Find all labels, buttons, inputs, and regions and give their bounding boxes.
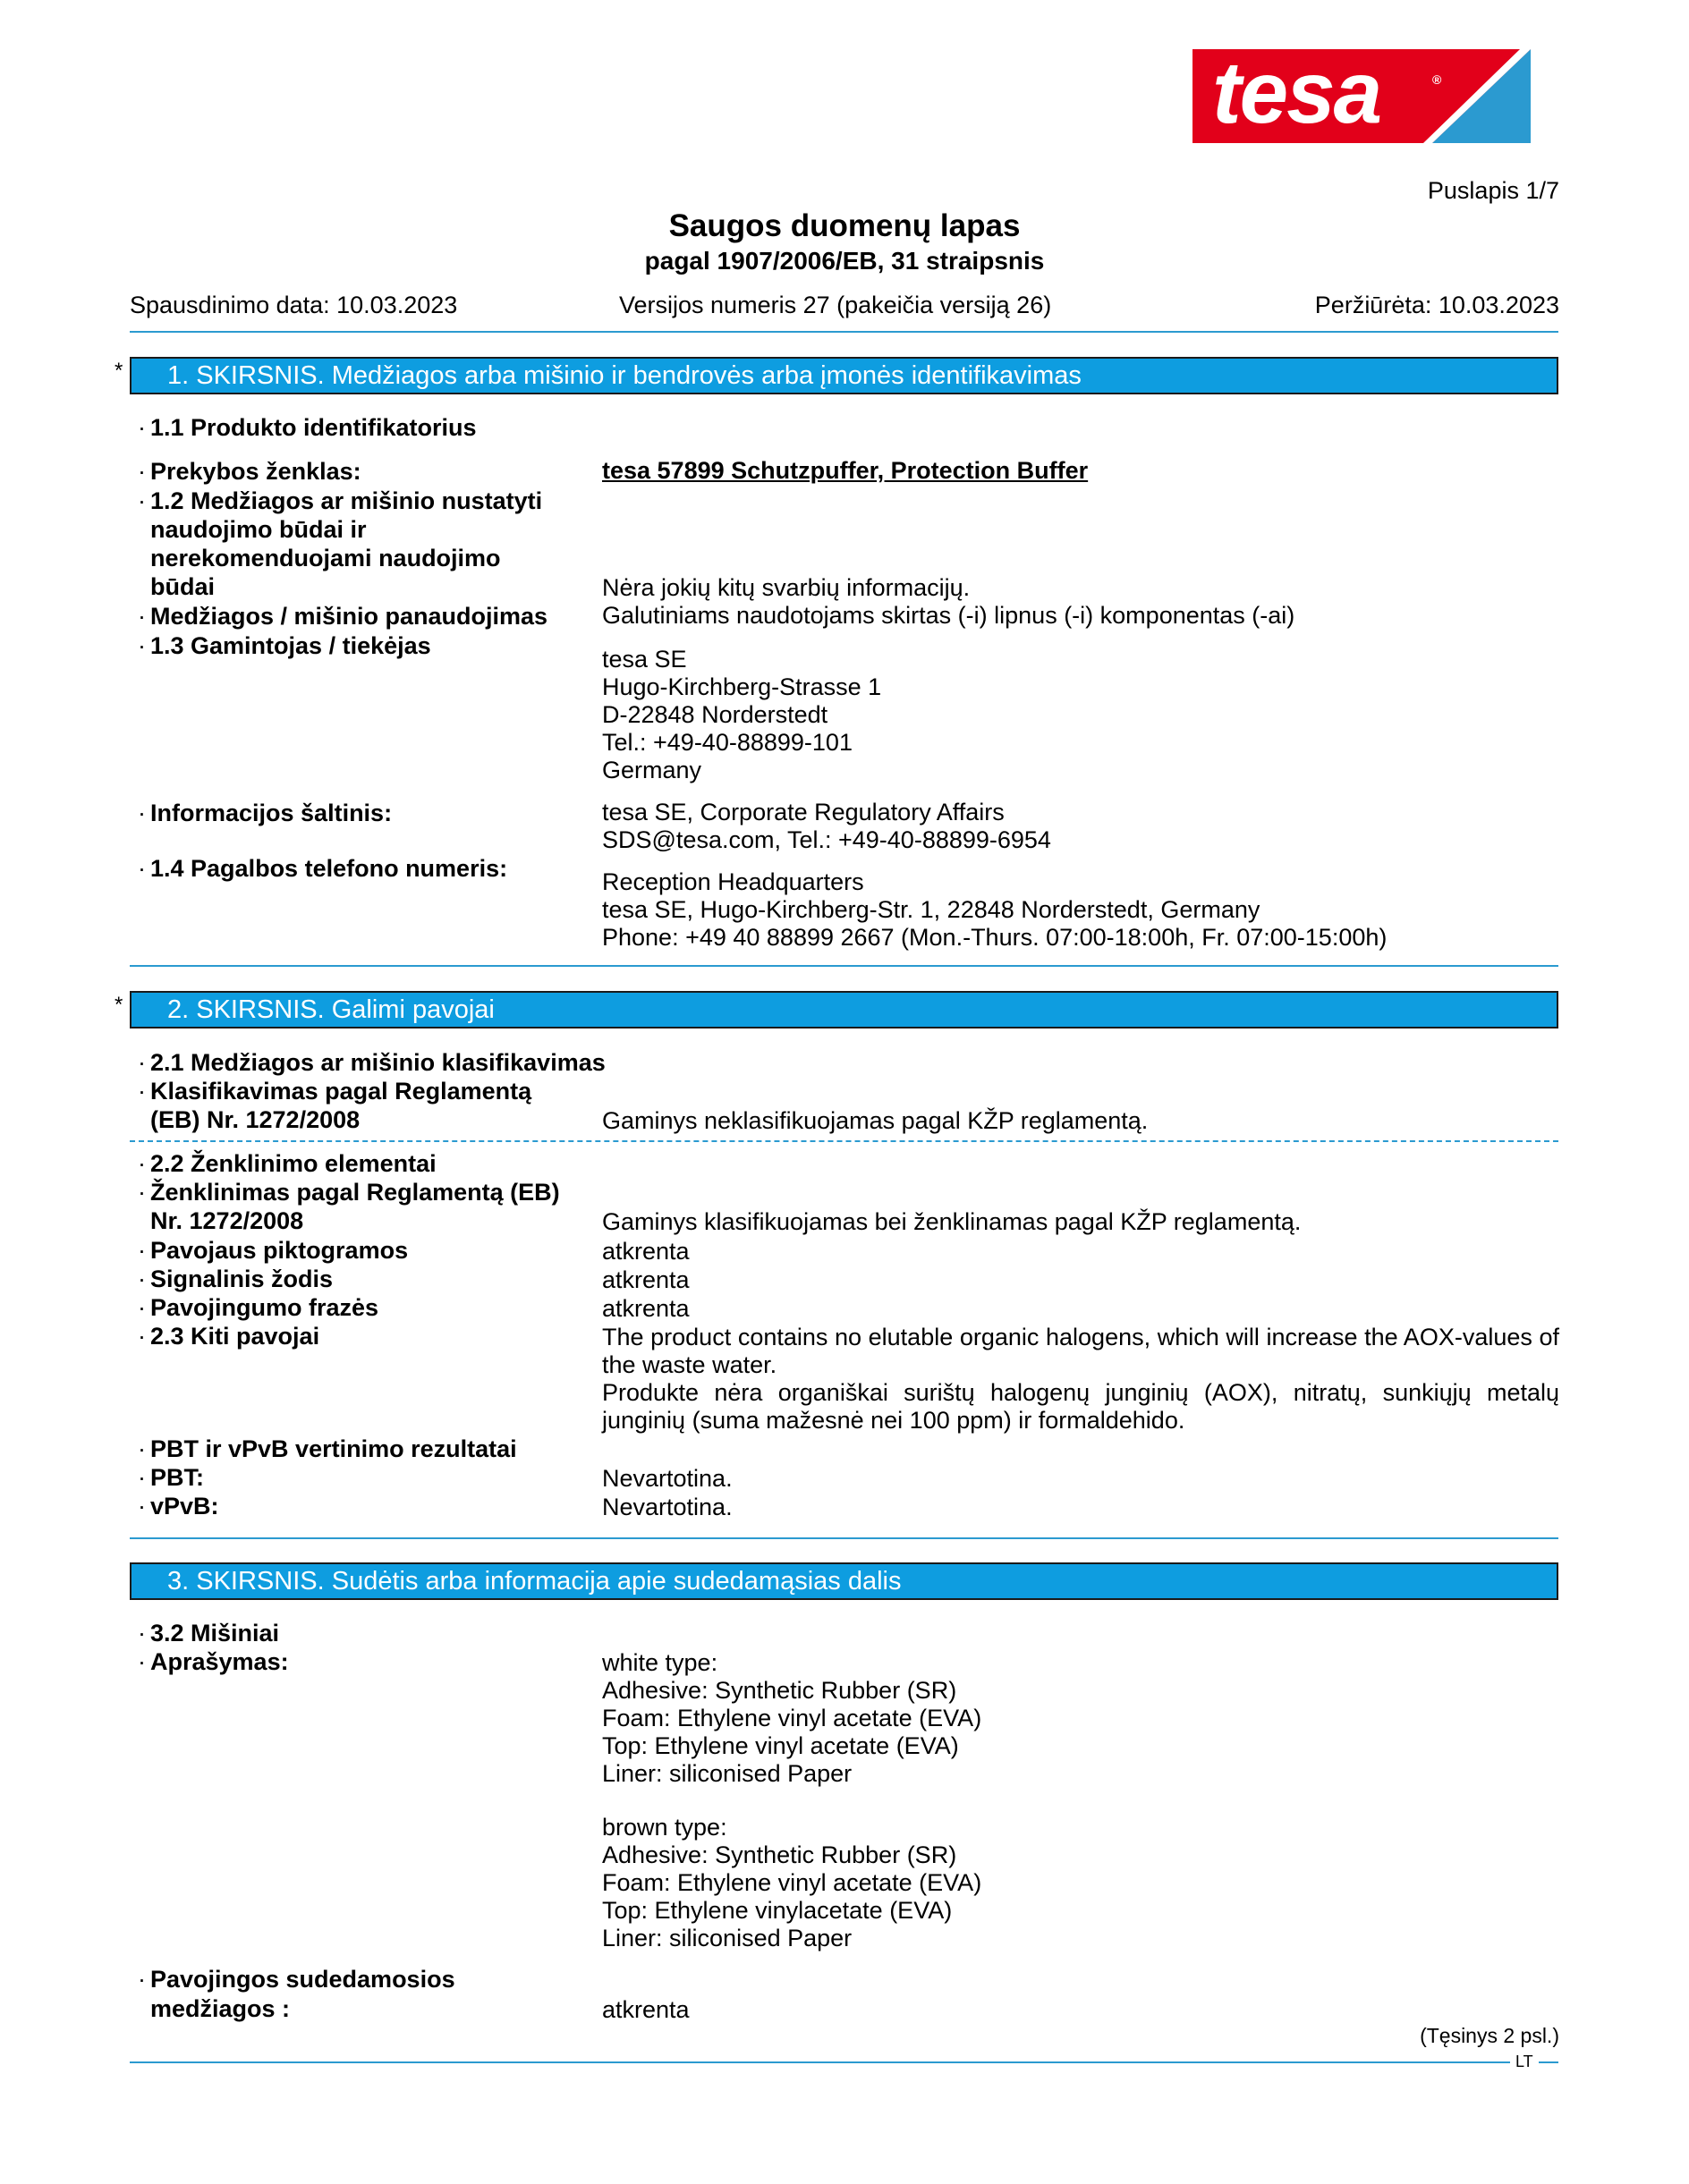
section-2-title: 2. SKIRSNIS. Galimi pavojai [167, 995, 495, 1024]
mixture-use-label: · Medžiagos / mišinio panaudojimas [150, 602, 547, 631]
manufacturer-address [602, 646, 881, 784]
other-hazards-text-lt: Produkte nėra organiškai surištų halogenų junginių (AOX), nitratų, sunkiųjų metalų junginių (suma mažesnė nei 100 ppm) ir formaldehido. [602, 1379, 1559, 1434]
page-number: Puslapis 1/7 [1427, 177, 1559, 204]
emergency-line: tesa SE, Hugo-Kirchberg-Str. 1, 22848 Norderstedt, Germany [602, 896, 1260, 923]
dangerous-components-label-line: medžiagos : [150, 1995, 291, 2022]
pictograms-value: atkrenta [602, 1238, 690, 1265]
info-line: tesa SE, Corporate Regulatory Affairs [602, 799, 1005, 825]
uses-label-line: būdai [150, 573, 215, 600]
section-1-header [130, 357, 1558, 394]
clp-classification-label: · Klasifikavimas pagal Reglamentą [150, 1077, 531, 1105]
description-line: Adhesive: Synthetic Rubber (SR) [602, 1677, 957, 1704]
logo-stripe-icon [1396, 49, 1531, 143]
clp-classification-value: Gaminys neklasifikuojamas pagal KŽP reglamentą. [602, 1107, 1149, 1134]
uses-label-line: naudojimo būdai ir [150, 516, 367, 543]
document-subtitle: pagal 1907/2006/EB, 31 straipsnis [644, 247, 1045, 275]
change-marker: * [115, 993, 123, 1017]
info-line: SDS@tesa.com, Tel.: +49-40-88899-6954 [602, 826, 1051, 853]
uses-label-line: nerekomenduojami naudojimo [150, 545, 501, 571]
section-2-rule [130, 1537, 1558, 1539]
pbt-label: · PBT: [150, 1463, 204, 1492]
classification-label: · 2.1 Medžiagos ar mišinio klasifikavimas [150, 1048, 606, 1077]
trade-name-label: · Prekybos ženklas: [150, 457, 361, 486]
clp-classification-label-line: (EB) Nr. 1272/2008 [150, 1106, 361, 1133]
print-date: Spausdinimo data: 10.03.2023 [130, 292, 458, 318]
description-line: Adhesive: Synthetic Rubber (SR) [602, 1841, 957, 1868]
dashed-separator [130, 1140, 1558, 1142]
uses-value: Nėra jokių kitų svarbių informacijų. [602, 574, 971, 601]
clp-labelling-label-line: Nr. 1272/2008 [150, 1207, 304, 1234]
tesa-logo [1192, 49, 1531, 143]
brown-type-description [602, 1814, 981, 1952]
description-line: white type: [602, 1649, 718, 1676]
white-type-description [602, 1649, 981, 1788]
mixtures-label: · 3.2 Mišiniai [150, 1619, 279, 1647]
clp-labelling-label: · Ženklinimas pagal Reglamentą (EB) [150, 1178, 560, 1206]
signal-word-label: · Signalinis žodis [150, 1265, 333, 1293]
info-source-label: · Informacijos šaltinis: [150, 799, 392, 827]
emergency-phone-label: · 1.4 Pagalbos telefono numeris: [150, 854, 507, 883]
emergency-line: Phone: +49 40 88899 2667 (Mon.-Thurs. 07:00-18:00h, Fr. 07:00-15:00h) [602, 924, 1388, 951]
logo-wordmark: tesa [1212, 49, 1381, 141]
pictograms-label: · Pavojaus piktogramos [150, 1236, 408, 1265]
emergency-phone-value [602, 868, 1387, 952]
mixture-use-value: Galutiniams naudotojams skirtas (-i) lipnus (-i) komponentas (-ai) [602, 602, 1295, 629]
description-line: Foam: Ethylene vinyl acetate (EVA) [602, 1869, 982, 1896]
description-line: Top: Ethylene vinylacetate (EVA) [602, 1897, 953, 1924]
clp-labelling-value: Gaminys klasifikuojamas bei ženklinamas pagal KŽP reglamentą. [602, 1208, 1302, 1235]
description-label: · Aprašymas: [150, 1647, 289, 1676]
language-code: LT [1510, 2053, 1539, 2071]
change-marker: * [115, 359, 123, 383]
uses-label: · 1.2 Medžiagos ar mišinio nustatyti [150, 487, 542, 515]
product-identifier-label: · 1.1 Produkto identifikatorius [150, 413, 477, 442]
pbt-assessment-label: · PBT ir vPvB vertinimo rezultatai [150, 1435, 517, 1463]
label-elements-label: · 2.2 Ženklinimo elementai [150, 1149, 437, 1178]
description-line: Foam: Ethylene vinyl acetate (EVA) [602, 1705, 982, 1731]
footer-rule [130, 2061, 1558, 2063]
address-line: tesa SE [602, 646, 687, 673]
dangerous-components-label: · Pavojingos sudedamosios [150, 1965, 455, 1994]
other-hazards-label: · 2.3 Kiti pavojai [150, 1322, 319, 1350]
info-source-value [602, 799, 1051, 854]
address-line: Germany [602, 757, 702, 783]
dangerous-components-value: atkrenta [602, 1996, 690, 2023]
registered-icon: ® [1432, 72, 1442, 87]
emergency-line: Reception Headquarters [602, 868, 864, 895]
description-line: Top: Ethylene vinyl acetate (EVA) [602, 1732, 959, 1759]
address-line: D-22848 Norderstedt [602, 701, 828, 728]
hazard-statements-label: · Pavojingumo frazės [150, 1293, 378, 1322]
version-number: Versijos numeris 27 (pakeičia versiją 26) [619, 292, 1052, 318]
section-3-title: 3. SKIRSNIS. Sudėtis arba informacija apie sudedamąsias dalis [167, 1567, 902, 1596]
continued-note: (Tęsinys 2 psl.) [1420, 2024, 1559, 2047]
address-line: Tel.: +49-40-88899-101 [602, 729, 853, 756]
vpvb-value: Nevartotina. [602, 1494, 733, 1520]
description-line: brown type: [602, 1814, 727, 1841]
other-hazards-text-en: The product contains no elutable organic halogens, which will increase the AOX-values of the waste water. [602, 1324, 1559, 1378]
manufacturer-label: · 1.3 Gamintojas / tiekėjas [150, 631, 431, 660]
signal-word-value: atkrenta [602, 1266, 690, 1293]
description-line: Liner: siliconised Paper [602, 1925, 853, 1951]
section-3-header [130, 1562, 1558, 1600]
trade-name-value: tesa 57899 Schutzpuffer, Protection Buffer [602, 457, 1089, 484]
pbt-value: Nevartotina. [602, 1465, 733, 1492]
header-rule [130, 331, 1558, 333]
address-line: Hugo-Kirchberg-Strasse 1 [602, 673, 882, 700]
section-2-header [130, 991, 1558, 1029]
document-title: Saugos duomenų lapas [668, 208, 1021, 243]
section-1-title: 1. SKIRSNIS. Medžiagos arba mišinio ir bendrovės arba įmonės identifikavimas [167, 361, 1082, 390]
vpvb-label: · vPvB: [150, 1492, 219, 1520]
hazard-statements-value: atkrenta [602, 1295, 690, 1322]
section-1-rule [130, 965, 1558, 967]
revised-date: Peržiūrėta: 10.03.2023 [1314, 292, 1559, 318]
description-line: Liner: siliconised Paper [602, 1760, 853, 1787]
